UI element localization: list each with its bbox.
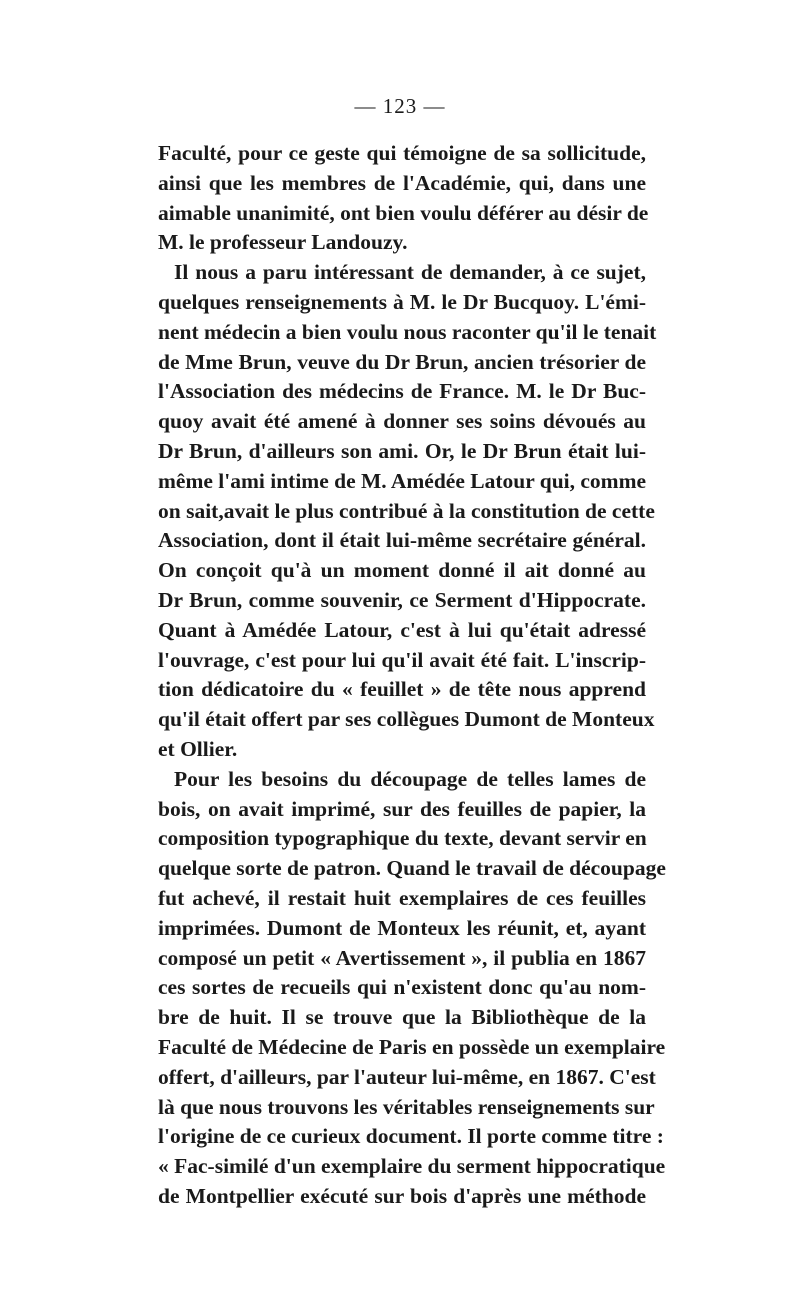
text-line: nent médecin a bien voulu nous raconter qu'il le tenait: [158, 319, 657, 344]
body-text: [158, 139, 666, 1212]
text-line: bre de huit. Il se trouve que la Bibliothèque de la: [158, 1005, 646, 1030]
text-line: Quant à Amédée Latour, c'est à lui qu'était adressé: [158, 617, 646, 642]
text-line: Il nous a paru intéressant de demander, à ce sujet,: [174, 260, 646, 285]
text-line: Dr Brun, d'ailleurs son ami. Or, le Dr Brun était lui-: [158, 438, 646, 463]
text-line: tion dédicatoire du « feuillet » de tête nous apprend: [158, 677, 646, 702]
text-line: quoy avait été amené à donner ses soins dévoués au: [158, 409, 646, 434]
text-line: on sait,avait le plus contribué à la constitution de cette: [158, 498, 655, 523]
text-line: de Mme Brun, veuve du Dr Brun, ancien trésorier de: [158, 349, 646, 374]
text-line: et Ollier.: [158, 736, 238, 761]
text-line: Dr Brun, comme souvenir, ce Serment d'Hippocrate.: [158, 587, 646, 612]
text-line: « Fac-similé d'un exemplaire du serment hippocratique: [158, 1154, 666, 1179]
text-line: composition typographique du texte, devant servir en: [158, 826, 647, 851]
text-line: On conçoit qu'à un moment donné il ait donné au: [158, 558, 646, 583]
text-line: l'origine de ce curieux document. Il porte comme titre :: [158, 1124, 664, 1149]
text-line: l'Association des médecins de France. M. le Dr Buc-: [158, 379, 646, 404]
text-line: là que nous trouvons les véritables renseignements sur: [158, 1094, 655, 1119]
text-line: composé un petit « Avertissement », il publia en 1867: [158, 945, 646, 970]
text-line: de Montpellier exécuté sur bois d'après une méthode: [158, 1183, 646, 1208]
text-line: Association, dont il était lui-même secrétaire général.: [158, 528, 646, 553]
text-line: imprimées. Dumont de Monteux les réunit, et, ayant: [158, 915, 646, 940]
text-line: aimable unanimité, ont bien voulu déférer au désir de: [158, 200, 649, 225]
text-line: ces sortes de recueils qui n'existent donc qu'au nom-: [158, 975, 646, 1000]
text-line: ainsi que les membres de l'Académie, qui, dans une: [158, 170, 646, 195]
text-line: l'ouvrage, c'est pour lui qu'il avait été fait. L'inscrip-: [158, 647, 646, 672]
text-line: fut achevé, il restait huit exemplaires de ces feuilles: [158, 885, 646, 910]
text-line: Faculté de Médecine de Paris en possède un exemplaire: [158, 1034, 666, 1059]
text-line: quelques renseignements à M. le Dr Bucquoy. L'émi-: [158, 289, 646, 314]
text-line: qu'il était offert par ses collègues Dumont de Monteux: [158, 707, 655, 732]
text-line: offert, d'ailleurs, par l'auteur lui-même, en 1867. C'est: [158, 1064, 656, 1089]
text-line: Faculté, pour ce geste qui témoigne de sa sollicitude,: [158, 141, 646, 165]
page-number: — 123 —: [354, 94, 446, 118]
text-line: quelque sorte de patron. Quand le travail de découpage: [158, 856, 666, 881]
text-line: même l'ami intime de M. Amédée Latour qui, comme: [158, 468, 647, 493]
text-line: Pour les besoins du découpage de telles lames de: [174, 766, 646, 791]
text-line: M. le professeur Landouzy.: [158, 230, 408, 255]
text-line: bois, on avait imprimé, sur des feuilles de papier, la: [158, 796, 646, 821]
